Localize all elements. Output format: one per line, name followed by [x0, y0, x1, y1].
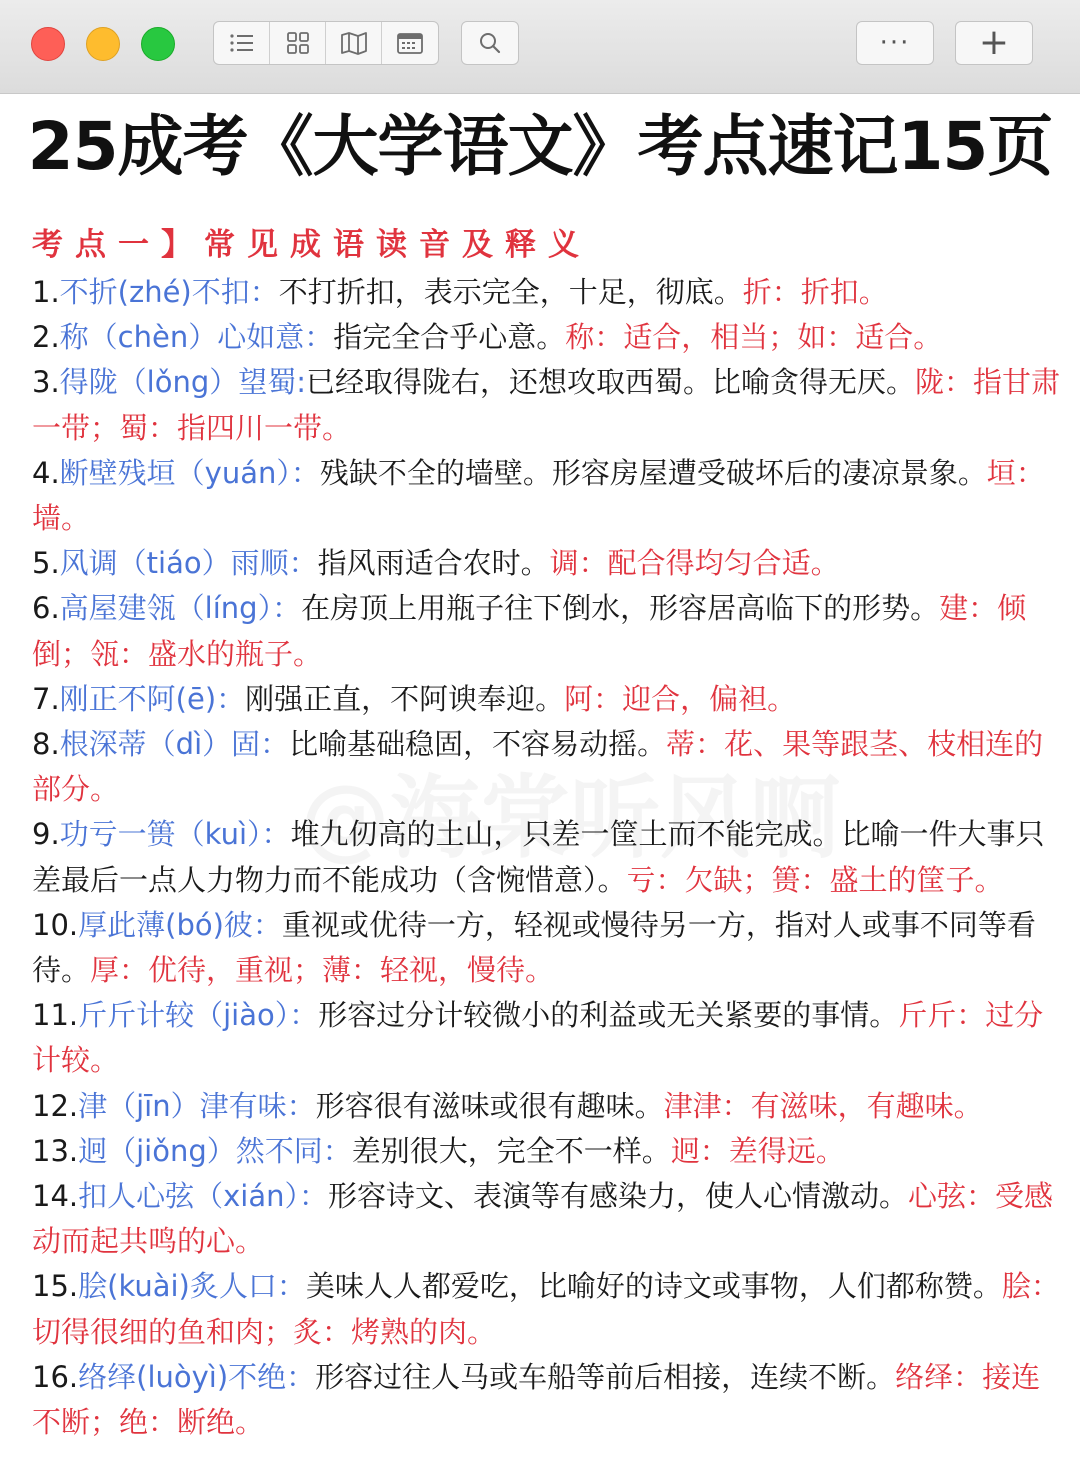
add-button[interactable] [956, 22, 1032, 64]
calendar-icon [397, 32, 423, 54]
search-icon [479, 32, 501, 54]
word-note: 折：折扣。 [742, 275, 888, 309]
grid-icon [286, 31, 310, 55]
word-note: 建：倾倒；瓴：盛水的瓶子。 [32, 591, 1027, 671]
entry-number: 12. [32, 1088, 79, 1123]
grid-view-button[interactable] [270, 22, 326, 64]
idiom-entry [32, 993, 1062, 1083]
map-view-button[interactable] [326, 22, 382, 64]
document-body [32, 220, 1062, 1445]
idiom-definition: 形容过往人马或车船等前后相接，连续不断。 [315, 1359, 896, 1394]
idiom-term: 络绎(luòyì)不绝： [78, 1359, 316, 1394]
idiom-entry [32, 586, 1062, 676]
idiom-definition: 形容诗文、表演等有感染力，使人心情激动。 [328, 1179, 909, 1214]
idiom-entry [32, 812, 1062, 902]
more-button-group [856, 21, 934, 65]
entry-number: 9. [32, 817, 60, 852]
idiom-definition: 美味人人都爱吃，比喻好的诗文或事物，人们都称赞。 [305, 1269, 1002, 1304]
idiom-entry [32, 1264, 1062, 1354]
idiom-entry [32, 1174, 1062, 1264]
word-note: 陇：指甘肃一带；蜀：指四川一带。 [32, 365, 1061, 445]
map-icon [340, 31, 368, 55]
idiom-definition: 堆九仞高的土山，只差一筐土而不能完成。比喻一件大事只差最后一点人力物力而不能成功（含惋惜意）。 [32, 817, 1045, 897]
idiom-entry [32, 541, 1062, 586]
search-button[interactable] [462, 22, 518, 64]
idiom-entry [32, 722, 1062, 812]
entry-number: 4. [32, 455, 60, 490]
word-note: 斤斤：过分计较。 [32, 998, 1044, 1078]
window-titlebar [0, 0, 1080, 94]
idiom-term: 称（chèn）心如意： [59, 320, 334, 355]
idiom-term: 功亏一篑（kuì）： [59, 817, 291, 852]
section-heading: 考点一】常见成语读音及释义 [32, 227, 591, 263]
entry-number: 3. [32, 365, 60, 400]
more-options-button[interactable] [857, 22, 933, 64]
entry-number: 16. [32, 1359, 79, 1394]
entry-number: 2. [32, 320, 60, 355]
idiom-term: 风调（tiáo）雨顺： [59, 546, 318, 581]
idiom-definition: 差别很大，完全不一样。 [351, 1133, 671, 1168]
word-note: 亏：欠缺；篑：盛土的筐子。 [626, 862, 1004, 897]
idiom-entry [32, 270, 1062, 315]
list-icon [229, 32, 255, 54]
idiom-term: 斤斤计较（jiào）： [78, 998, 319, 1033]
calendar-view-button[interactable] [382, 22, 438, 64]
idiom-entry [32, 315, 1062, 360]
idiom-definition: 形容很有滋味或很有趣味。 [315, 1088, 664, 1123]
idiom-definition: 重视或优待一方，轻视或慢待另一方，指对人或事不同等看待。 [32, 907, 1036, 988]
entry-number: 11. [32, 998, 79, 1033]
idiom-definition: 已经取得陇右，还想攻取西蜀。比喻贪得无厌。 [306, 365, 916, 400]
word-note: 心弦：受感动而起共鸣的心。 [32, 1179, 1054, 1259]
idiom-term: 迥（jiǒng）然不同： [78, 1133, 352, 1168]
idiom-term: 津（jīn）津有味： [78, 1088, 316, 1123]
idiom-definition: 刚强正直，不阿谀奉迎。 [245, 681, 565, 716]
word-note: 脍：切得很细的鱼和肉；炙：烤熟的肉。 [32, 1269, 1060, 1349]
word-note: 调：配合得均匀合适。 [549, 546, 840, 581]
idiom-term: 根深蒂（dì）固： [59, 727, 290, 762]
add-button-group [955, 21, 1033, 65]
idiom-term: 不折(zhé)不扣： [59, 275, 279, 309]
idiom-term: 扣人心弦（xián）： [78, 1179, 328, 1214]
word-note: 迥：差得远。 [670, 1133, 845, 1168]
idiom-definition: 比喻基础稳固，不容易动摇。 [289, 727, 667, 762]
entry-number: 13. [32, 1133, 79, 1168]
idiom-term: 高屋建瓴（líng）： [59, 591, 302, 626]
entry-number: 5. [32, 546, 60, 581]
idiom-term: 刚正不阿(ē)： [59, 681, 246, 716]
idiom-definition: 在房顶上用瓶子往下倒水，形容居高临下的形势。 [301, 591, 940, 626]
entry-number: 6. [32, 591, 60, 626]
entry-number: 8. [32, 727, 60, 762]
view-mode-segmented-control [213, 21, 439, 65]
idiom-list [32, 270, 1062, 1445]
idiom-entry [32, 903, 1062, 993]
list-view-button[interactable] [214, 22, 270, 64]
entry-number: 7. [32, 681, 60, 716]
more-icon: ··· [879, 28, 911, 58]
plus-icon: + [978, 22, 1010, 63]
idiom-definition: 残缺不全的墙壁。形容房屋遭受破坏后的凄凉景象。 [319, 455, 987, 490]
idiom-term: 断壁残垣（yuán）： [59, 455, 320, 490]
idiom-term: 得陇（lǒng）望蜀: [59, 365, 307, 400]
idiom-entry [32, 360, 1062, 450]
search-button-group [461, 21, 519, 65]
entry-number: 15. [32, 1269, 79, 1304]
minimize-window-button[interactable] [86, 27, 120, 61]
entry-number: 1. [32, 275, 60, 309]
document-title: 25成考《大学语文》考点速记15页 [27, 108, 1053, 185]
word-note: 津津：有滋味，有趣味。 [663, 1088, 983, 1123]
word-note: 垣：墙。 [32, 455, 1045, 536]
idiom-term: 脍(kuài)炙人口： [78, 1269, 306, 1304]
word-note: 厚：优待，重视；薄：轻视，慢待。 [90, 953, 555, 988]
word-note: 阿：迎合，偏袒。 [564, 681, 797, 716]
idiom-term: 厚此薄(bó)彼： [78, 907, 282, 942]
idiom-entry [32, 451, 1062, 541]
entry-number: 10. [32, 907, 79, 942]
idiom-definition: 不打折扣，表示完全，十足，彻底。 [278, 275, 743, 309]
idiom-entry [32, 1129, 1062, 1174]
close-window-button[interactable] [31, 27, 65, 61]
maximize-window-button[interactable] [141, 27, 175, 61]
idiom-entry [32, 1084, 1062, 1129]
idiom-definition: 形容过分计较微小的利益或无关紧要的事情。 [318, 998, 899, 1033]
word-note: 蒂：花、果等跟茎、枝相连的部分。 [32, 727, 1044, 807]
idiom-definition: 指风雨适合农时。 [317, 546, 550, 581]
entry-number: 14. [32, 1179, 79, 1214]
idiom-definition: 指完全合乎心意。 [333, 320, 566, 355]
idiom-entry [32, 677, 1062, 722]
word-note: 络绎：接连不断；绝：断绝。 [32, 1359, 1041, 1440]
idiom-entry [32, 1355, 1062, 1445]
word-note: 称：适合，相当；如：适合。 [565, 320, 943, 355]
